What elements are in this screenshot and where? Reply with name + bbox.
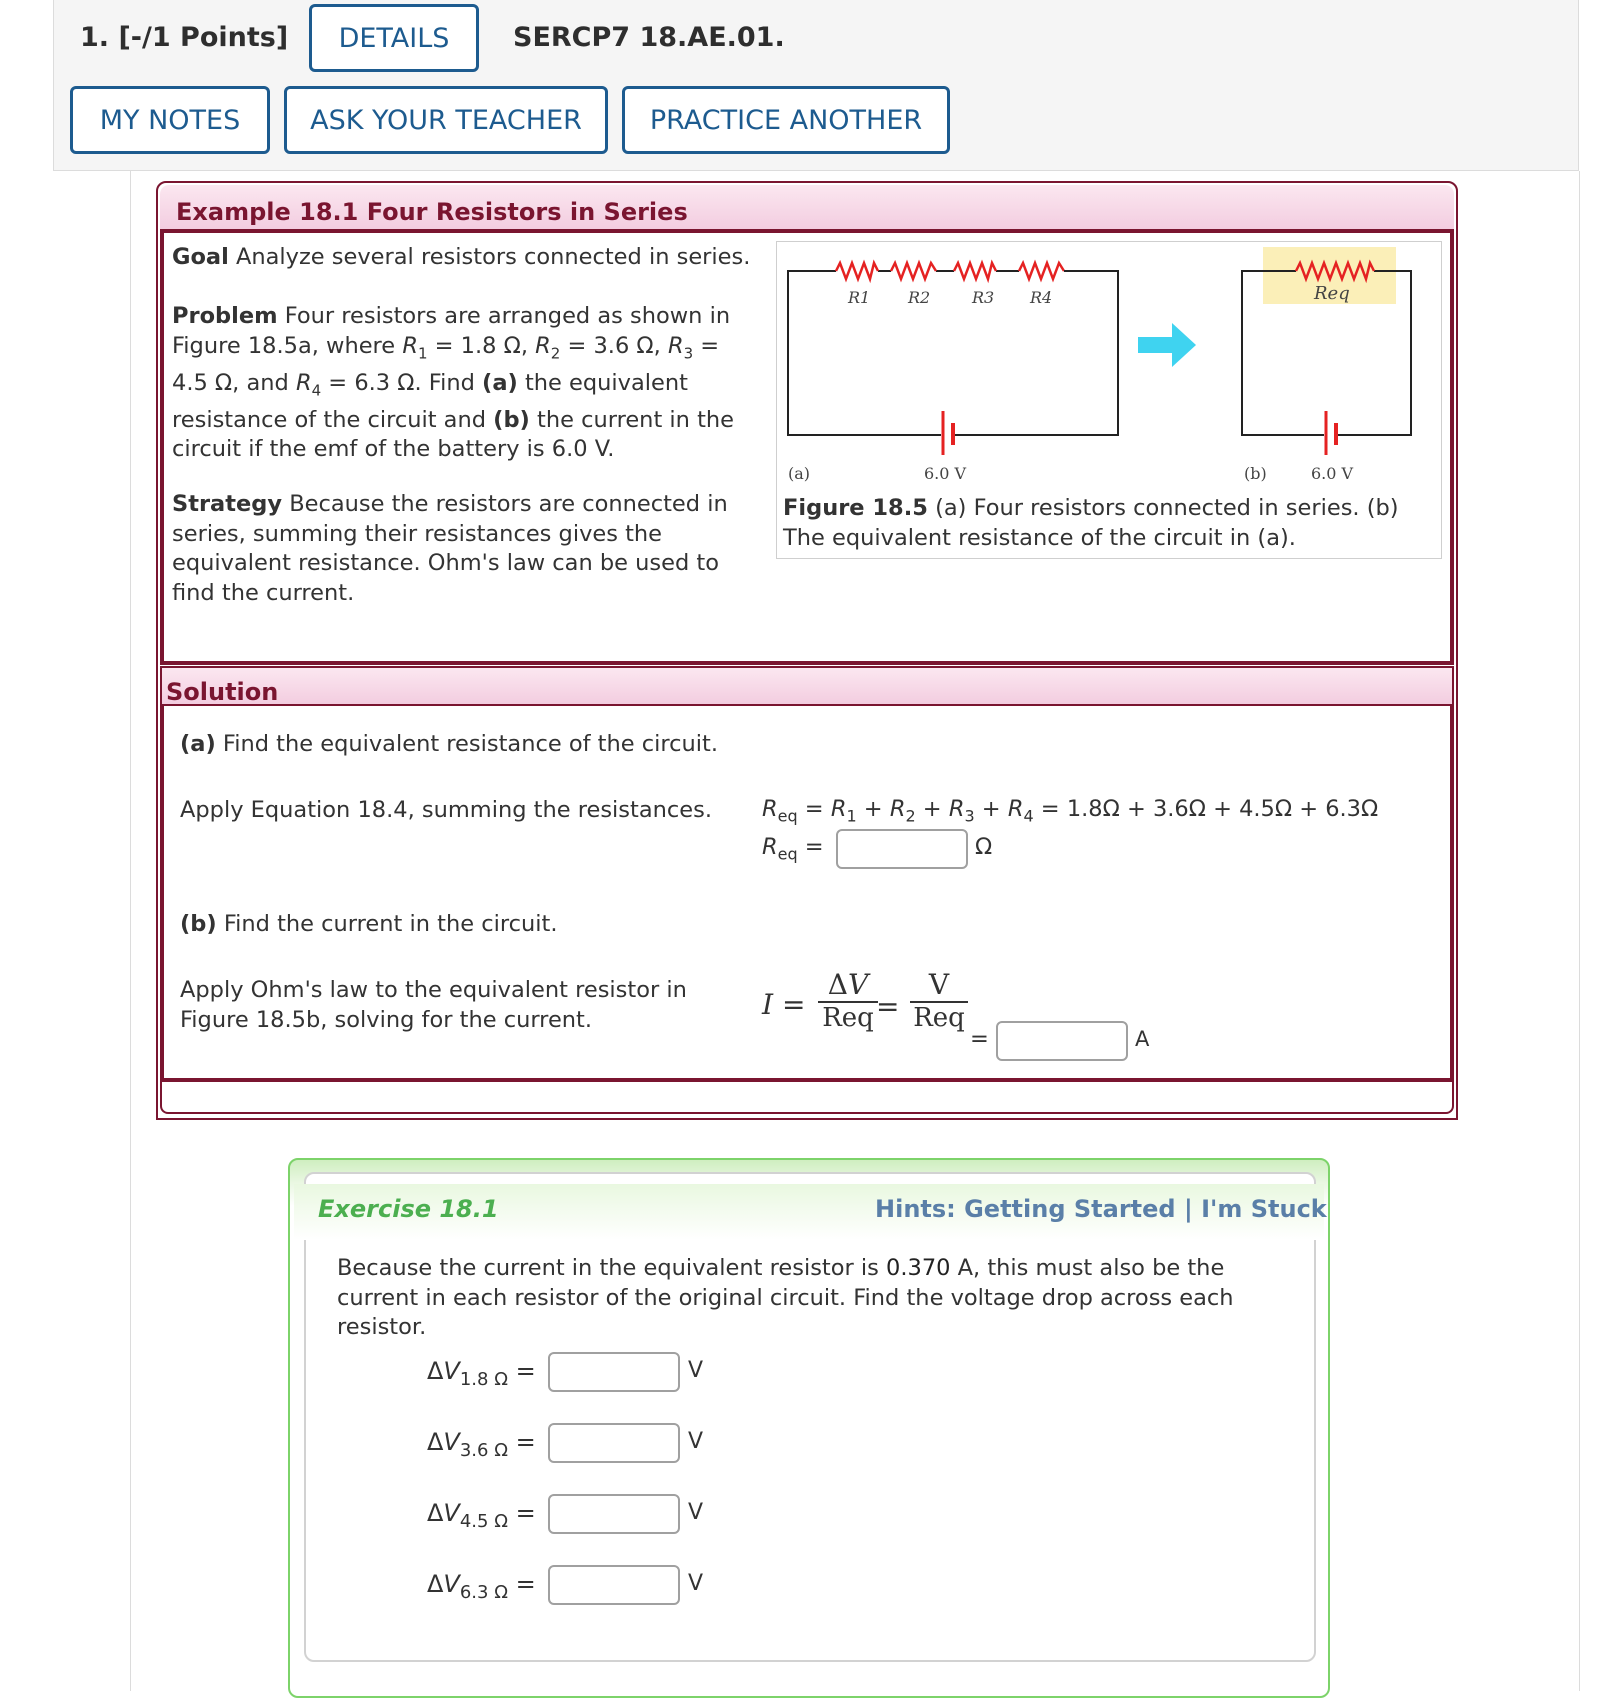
exercise-title: Exercise 18.1 xyxy=(318,1195,499,1223)
circuit-a xyxy=(788,271,1118,435)
exercise-hints xyxy=(875,1195,1327,1223)
figure-caption-text: (a) Four resistors connected in series. (b) The equivalent resistance of the circuit in (a). xyxy=(783,495,1399,551)
dv-1.8-input[interactable] xyxy=(548,1352,680,1392)
figure-caption xyxy=(783,494,1433,553)
ask-your-teacher-button[interactable]: ASK YOUR TEACHER xyxy=(284,86,608,154)
req-sum-values: 1.8Ω + 3.6Ω + 4.5Ω + 6.3Ω xyxy=(1066,796,1379,822)
hint-stuck-link[interactable]: I'm Stuck xyxy=(1201,1195,1327,1223)
fraction-2: V Req xyxy=(910,968,968,1033)
dv-row-label: $\Delta V_{6.3 \Omega}$ = xyxy=(427,1570,536,1603)
strategy-label: Strategy xyxy=(172,491,283,517)
problem-paragraph: Problem Four resistors are arranged as shown in Figure 18.5a, where $R_1 = 1.8$ Ω, $R_2 = 3.6$ Ω, $R_3$ = 4.5 Ω, and $R_4 = 6.3$ Ω. Find (a) the equivalent resistance of the circuit and (b) the current in the circuit if the emf of the battery is 6.0 V. xyxy=(172,303,735,462)
resistor-r4 xyxy=(1019,263,1064,279)
exercise-current-value: 0.370 xyxy=(886,1255,951,1281)
current-unit: A xyxy=(1135,1027,1150,1051)
r4-value: 6.3 Ω xyxy=(354,369,415,396)
right-arrow-icon xyxy=(1138,323,1196,367)
dv-row-label: $\Delta V_{1.8 \Omega}$ = xyxy=(427,1357,536,1390)
solution-title: Solution xyxy=(166,678,279,706)
part-b-text: Find the current in the circuit. xyxy=(223,911,558,937)
label-r3: R3 xyxy=(972,288,995,307)
part-a-label: (a) xyxy=(180,731,216,757)
part-a-text: Find the equivalent resistance of the circuit. xyxy=(222,731,718,757)
strategy-paragraph xyxy=(172,490,732,608)
dv-unit: V xyxy=(688,1500,704,1525)
problem-text: Four resistors are arranged as shown in xyxy=(284,303,731,329)
r2-value: 3.6 Ω xyxy=(593,332,654,359)
problem-label: Problem xyxy=(172,303,278,329)
label-req: Req xyxy=(1314,283,1350,304)
problem-text: the equivalent xyxy=(524,369,688,396)
r3-value: 4.5 Ω xyxy=(172,369,233,396)
goal-label: Goal xyxy=(172,244,229,270)
problem-text: the current in the xyxy=(537,406,735,433)
hint-separator: | xyxy=(1175,1195,1202,1223)
problem-text: Find xyxy=(428,369,475,396)
part-b-label: (b) xyxy=(180,911,217,937)
battery-b-icon xyxy=(1326,411,1336,455)
equals-sign: = xyxy=(876,990,900,1023)
r1-value: 1.8 Ω xyxy=(460,332,521,359)
label-b: (b) xyxy=(1244,464,1267,483)
circuit-figure xyxy=(776,241,1442,491)
resistor-r1 xyxy=(836,263,878,279)
example-footer xyxy=(160,1082,1454,1114)
resistor-r2 xyxy=(891,263,936,279)
label-r2: R2 xyxy=(908,288,931,307)
practice-another-button[interactable]: PRACTICE ANOTHER xyxy=(622,86,950,154)
req-sum-equation: $R_{eq} = R_1 + R_2 + R_3 + R_4 = 1.8\Omega + 3.6\Omega + 4.5\Omega + 6.3\Omega$ xyxy=(762,796,1379,826)
solution-part-b xyxy=(180,910,557,940)
current-answer-input[interactable] xyxy=(996,1021,1128,1061)
exercise-text-part: Because the current in the equivalent resistor is xyxy=(337,1255,879,1281)
dv-unit: V xyxy=(688,1429,704,1454)
hint-getting-started-link[interactable]: Hints: Getting Started xyxy=(875,1195,1176,1223)
problem-text: circuit if the emf of the battery is 6.0 V. xyxy=(172,436,615,462)
solution-title-bar xyxy=(160,666,1454,706)
voltage-a: 6.0 V xyxy=(924,464,967,483)
label-a: (a) xyxy=(788,464,811,483)
goal-paragraph xyxy=(172,243,772,273)
dv-unit: V xyxy=(688,1358,704,1383)
solution-part-a xyxy=(180,730,718,760)
dv-row-label: $\Delta V_{3.6 \Omega}$ = xyxy=(427,1428,536,1461)
dv-3.6-input[interactable] xyxy=(548,1423,680,1463)
req-answer-label: $R_{eq}$ = xyxy=(762,834,824,864)
part-a-marker: (a) xyxy=(482,369,518,396)
req-unit: Ω xyxy=(975,834,993,860)
dv-row-label: $\Delta V_{4.5 \Omega}$ = xyxy=(427,1499,536,1532)
question-id: SERCP7 18.AE.01. xyxy=(513,22,785,53)
figure-caption-label: Figure 18.5 xyxy=(783,495,928,521)
battery-a-icon xyxy=(943,411,953,455)
my-notes-button[interactable]: MY NOTES xyxy=(70,86,270,154)
exercise-text xyxy=(337,1254,1267,1343)
current-symbol: I = xyxy=(762,988,806,1021)
apply-ohm-text: Apply Ohm's law to the equivalent resistor in Figure 18.5b, solving for the current. xyxy=(180,977,687,1033)
resistor-r3 xyxy=(954,263,996,279)
voltage-b: 6.0 V xyxy=(1311,464,1354,483)
problem-text: Figure 18.5a, where xyxy=(172,332,396,359)
label-r4: R4 xyxy=(1030,288,1053,307)
dv-unit: V xyxy=(688,1571,704,1596)
equals-sign-2: = xyxy=(970,1026,989,1052)
details-button[interactable]: DETAILS xyxy=(309,4,479,72)
fraction-1: ΔV Req xyxy=(818,968,878,1033)
part-b-marker: (b) xyxy=(493,406,530,433)
dv-6.3-input[interactable] xyxy=(548,1565,680,1605)
label-r1: R1 xyxy=(848,288,871,307)
goal-text: Analyze several resistors connected in series. xyxy=(235,244,751,270)
apply-equation-text: Apply Equation 18.4, summing the resistances. xyxy=(180,797,712,823)
exercise-text-part: A, this must also be the current in each resistor of the original circuit. Find the voltage drop across each resistor. xyxy=(337,1255,1234,1340)
example-title: Example 18.1 Four Resistors in Series xyxy=(176,198,688,226)
req-answer-input[interactable] xyxy=(836,829,968,869)
problem-text: and xyxy=(246,369,289,396)
dv-4.5-input[interactable] xyxy=(548,1494,680,1534)
question-points-label: 1. [-/1 Points] xyxy=(80,22,289,53)
strategy-text: Because the resistors are connected in series, summing their resistances gives the equivalent resistance. Ohm's law can be used to find the current. xyxy=(172,491,728,606)
problem-text: resistance of the circuit and xyxy=(172,406,487,433)
